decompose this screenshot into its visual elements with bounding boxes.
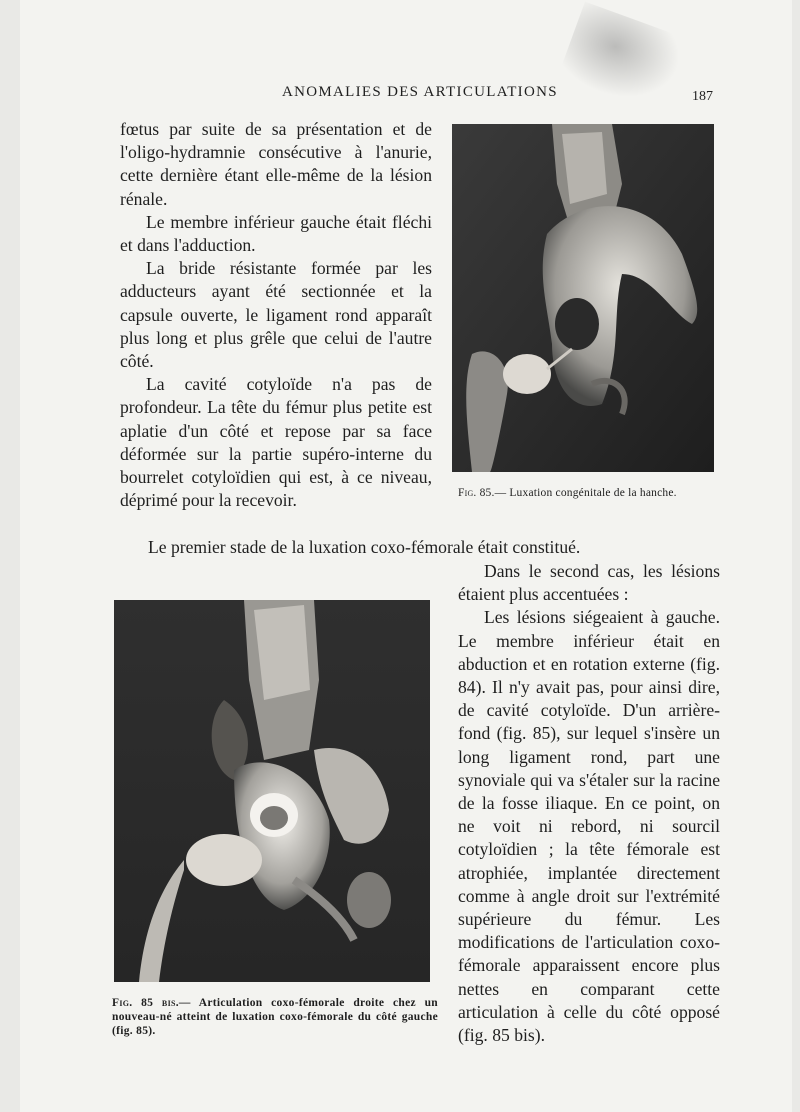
hip-specimen-image: [114, 600, 430, 982]
figure-label: Fig. 85.: [458, 487, 495, 499]
full-width-line: Le premier stade de la luxation coxo-fémorale était constitué.: [148, 537, 581, 557]
figure-85-bis-caption: [112, 996, 438, 1038]
paragraph: La bride résistante formée par les adducteurs ayant été sectionnée et la capsule ouverte, le ligament rond apparaît plus long et plus grêle que celui de l'autre côté.: [120, 258, 432, 372]
paragraph: fœtus par suite de sa présentation et de l'oligo-hydramnie consécutive à l'anurie, cette dernière étant elle-même de la lésion rénale.: [120, 119, 432, 209]
scan-smudge: [558, 2, 689, 115]
figure-85-bis-photo: [114, 600, 430, 982]
left-column-text: [120, 118, 432, 512]
caption-text: — Articulation coxo-fémorale droite chez un nouveau-né atteint de luxation coxo-fémorale du côté gauche (fig. 85).: [112, 997, 439, 1037]
running-title: ANOMALIES DES ARTICULATIONS: [282, 84, 558, 100]
page-number: 187: [692, 89, 713, 104]
figure-label: Fig. 85 bis.: [112, 997, 179, 1009]
figure-85-caption: [458, 486, 728, 500]
paragraph: Dans le second cas, les lésions étaient plus accentuées :: [458, 561, 720, 605]
caption-text: — Luxation congénitale de la hanche.: [494, 487, 677, 499]
paragraph: Le membre inférieur gauche était fléchi et dans l'adduction.: [120, 211, 432, 256]
paragraph: La cavité cotyloïde n'a pas de profondeur. La tête du fémur plus petite est aplatie d'un côté et repose par sa face déformée sur la partie supéro-interne du bourrelet cotyloïdien qui est, à ce niveau, déprimé pour la recevoir.: [120, 374, 432, 511]
paragraph: Les lésions siégeaient à gauche. Le membre inférieur était en abduction et en rotation externe (fig. 84). Il n'y avait pas, pour ainsi dire, de cavité cotyloïde. D'un arrière-fond (fig. 85), sur lequel s'insère un long ligament rond, part une synoviale qui va s'étaler sur la racine de la fosse iliaque. En ce point, on ne voit ni rebord, ni sourcil cotyloïdien ; la tête fémorale est atrophiée, implantée directement comme à angle droit sur l'extrémité supérieure du fémur. Les modifications de l'articulation coxo-fémorale apparaissent encore plus nettes en comparant cette articulation à celle du côté opposé (fig. 85 bis).: [458, 607, 720, 1046]
figure-85-photo: [452, 124, 714, 472]
page: [20, 0, 792, 1112]
right-column-text: [458, 560, 720, 1047]
hip-specimen-image: [452, 124, 714, 472]
